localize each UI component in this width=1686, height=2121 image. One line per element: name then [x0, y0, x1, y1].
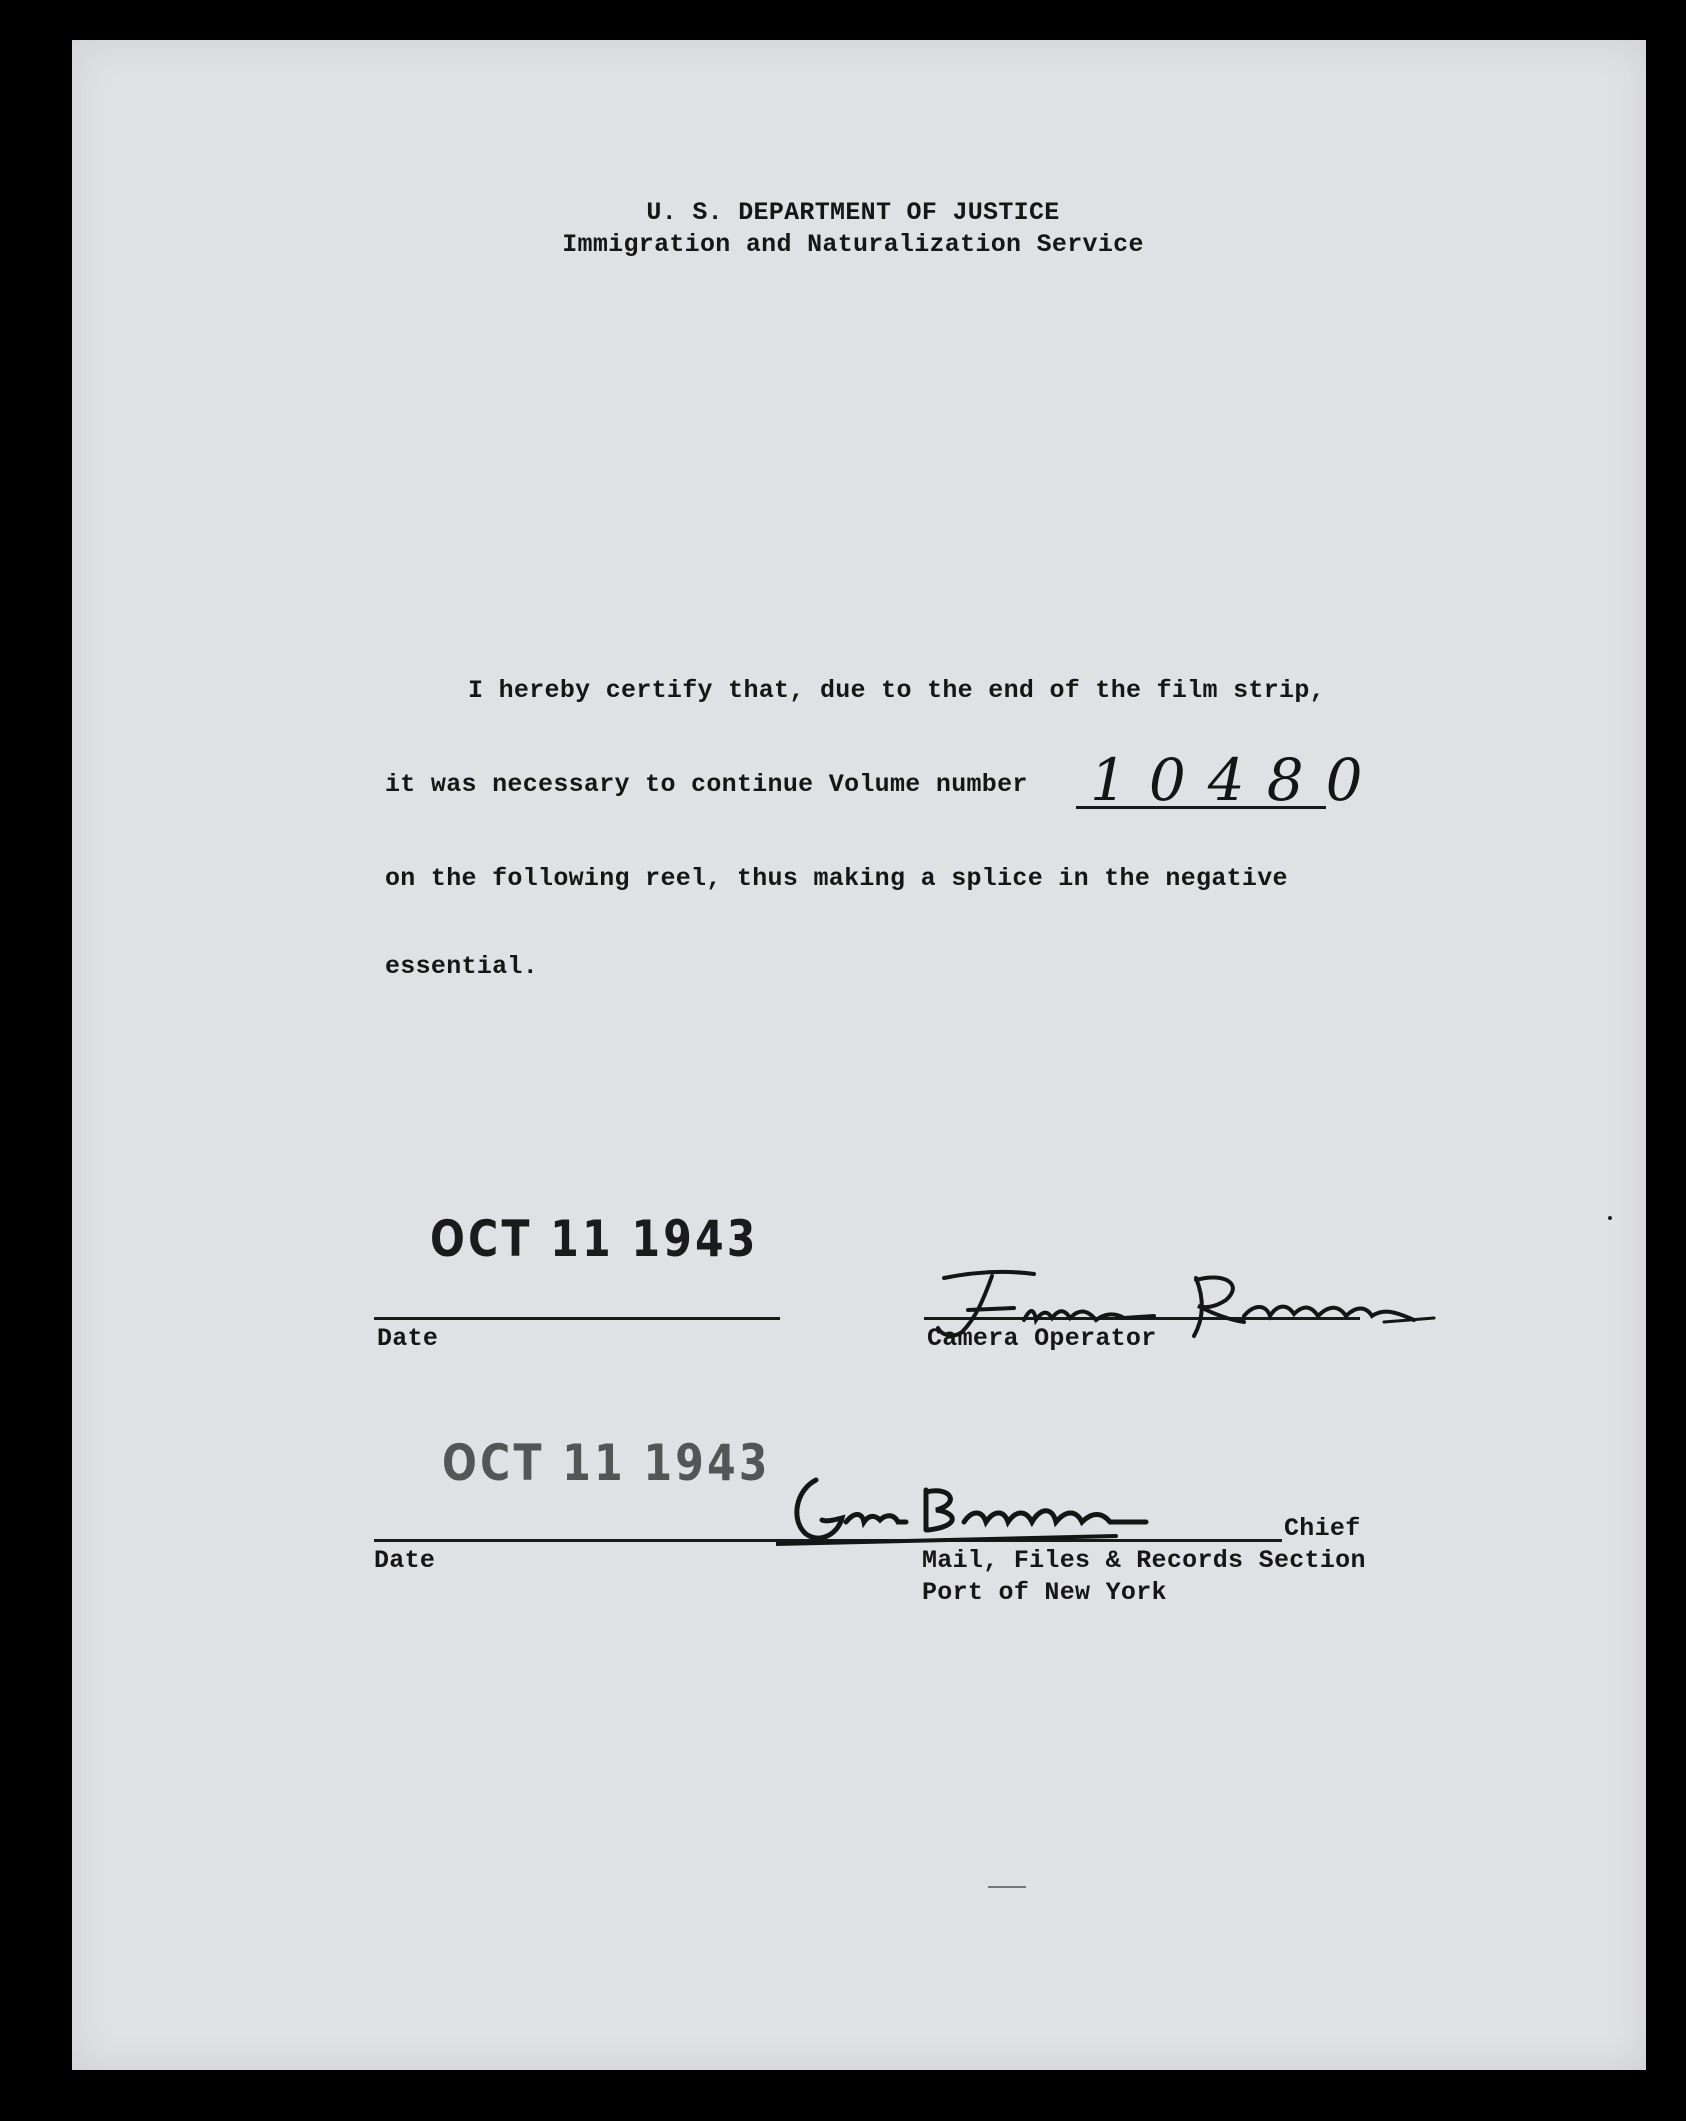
- date-stamp-2: OCT 11 1943: [442, 1434, 771, 1492]
- body-line-3: on the following reel, thus making a splice in the negative: [385, 864, 1288, 893]
- body-line-2: it was necessary to continue Volume number: [385, 770, 1028, 799]
- date-line-1: [374, 1317, 780, 1320]
- chief-port: Port of New York: [922, 1578, 1167, 1607]
- camera-operator-label: Camera Operator: [927, 1324, 1157, 1353]
- paper-sheet: [72, 40, 1646, 2070]
- header-service: Immigration and Naturalization Service: [562, 230, 1144, 259]
- volume-number-handwritten: 10480: [1090, 746, 1385, 814]
- scan-speck: [988, 1886, 1026, 1888]
- date-stamp-1: OCT 11 1943: [430, 1210, 759, 1268]
- chief-title: Chief: [1284, 1514, 1361, 1543]
- body-line-4: essential.: [385, 952, 539, 981]
- scan-speck: [1608, 1216, 1612, 1220]
- date-label-2: Date: [374, 1546, 436, 1575]
- chief-section: Mail, Files & Records Section: [922, 1546, 1366, 1575]
- body-line-1: I hereby certify that, due to the end of the film strip,: [468, 676, 1325, 705]
- date-label-1: Date: [377, 1324, 439, 1353]
- header-department: U. S. DEPARTMENT OF JUSTICE: [646, 198, 1060, 227]
